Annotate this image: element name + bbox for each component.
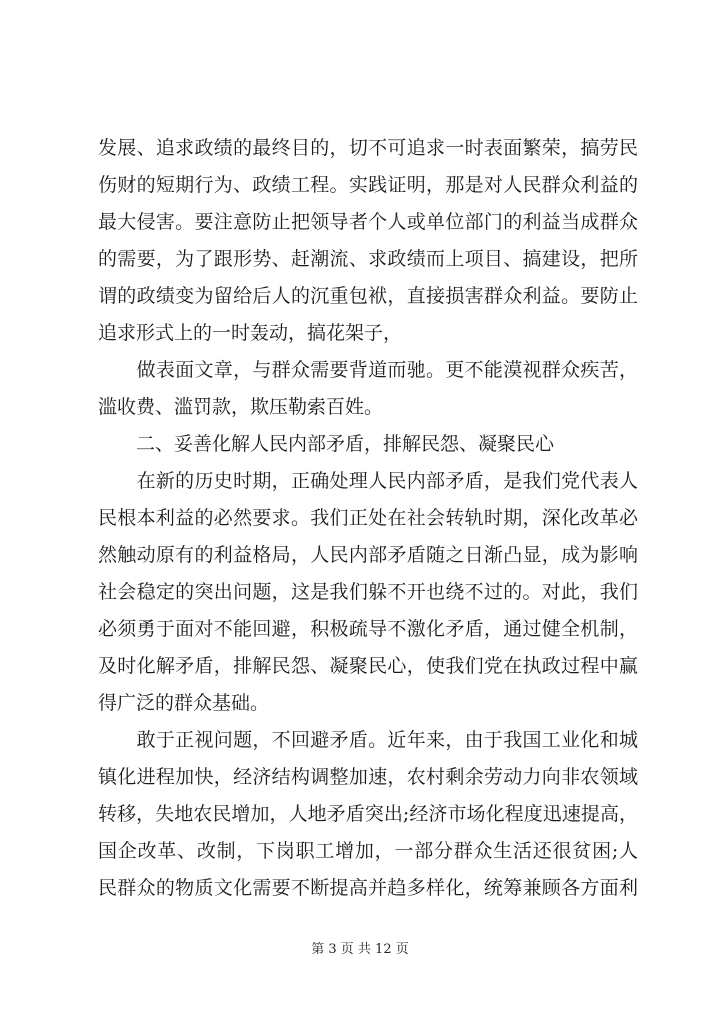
paragraph-start-line: 做表面文章，与群众需要背道而驰。更不能漠视群众疾苦， <box>98 359 638 381</box>
text-line: 及时化解矛盾，排解民怨、凝聚民心，使我们党在执政过程中赢 <box>98 655 638 677</box>
text-line: 谓的政绩变为留给后人的沉重包袱，直接损害群众利益。要防止 <box>98 285 638 307</box>
text-line: 民群众的物质文化需要不断提高并趋多样化，统筹兼顾各方面利 <box>98 877 638 899</box>
text-line: 然触动原有的利益格局，人民内部矛盾随之日渐凸显，成为影响 <box>98 544 638 566</box>
text-line: 镇化进程加快，经济结构调整加速，农村剩余劳动力向非农领域 <box>98 766 638 788</box>
text-line: 滥收费、滥罚款，欺压勒索百姓。 <box>98 396 384 418</box>
body-text <box>98 130 638 907</box>
section-heading: 二、妥善化解人民内部矛盾，排解民怨、凝聚民心 <box>98 433 555 455</box>
text-line: 伤财的短期行为、政绩工程。实践证明，那是对人民群众利益的 <box>98 174 638 196</box>
text-line: 转移，失地农民增加，人地矛盾突出;经济市场化程度迅速提高， <box>98 803 638 825</box>
text-line: 得广泛的群众基础。 <box>98 692 270 714</box>
text-line: 社会稳定的突出问题，这是我们躲不开也绕不过的。对此，我们 <box>98 581 638 603</box>
text-line: 的需要，为了跟形势、赶潮流、求政绩而上项目、搞建设，把所 <box>98 248 638 270</box>
text-line: 发展、追求政绩的最终目的，切不可追求一时表面繁荣，搞劳民 <box>98 137 638 159</box>
text-line: 民根本利益的必然要求。我们正处在社会转轨时期，深化改革必 <box>98 507 638 529</box>
page-number-footer: 第 3 页 共 12 页 <box>311 942 409 957</box>
text-line: 国企改革、改制，下岗职工增加，一部分群众生活还很贫困;人 <box>98 840 638 862</box>
paragraph-start-line: 敢于正视问题，不回避矛盾。近年来，由于我国工业化和城 <box>98 729 638 751</box>
paragraph-start-line: 在新的历史时期，正确处理人民内部矛盾，是我们党代表人 <box>98 470 638 492</box>
text-line: 必须勇于面对不能回避，积极疏导不激化矛盾，通过健全机制， <box>98 618 638 640</box>
text-line: 最大侵害。要注意防止把领导者个人或单位部门的利益当成群众 <box>98 211 638 233</box>
text-line: 追求形式上的一时轰动，搞花架子， <box>98 322 403 344</box>
